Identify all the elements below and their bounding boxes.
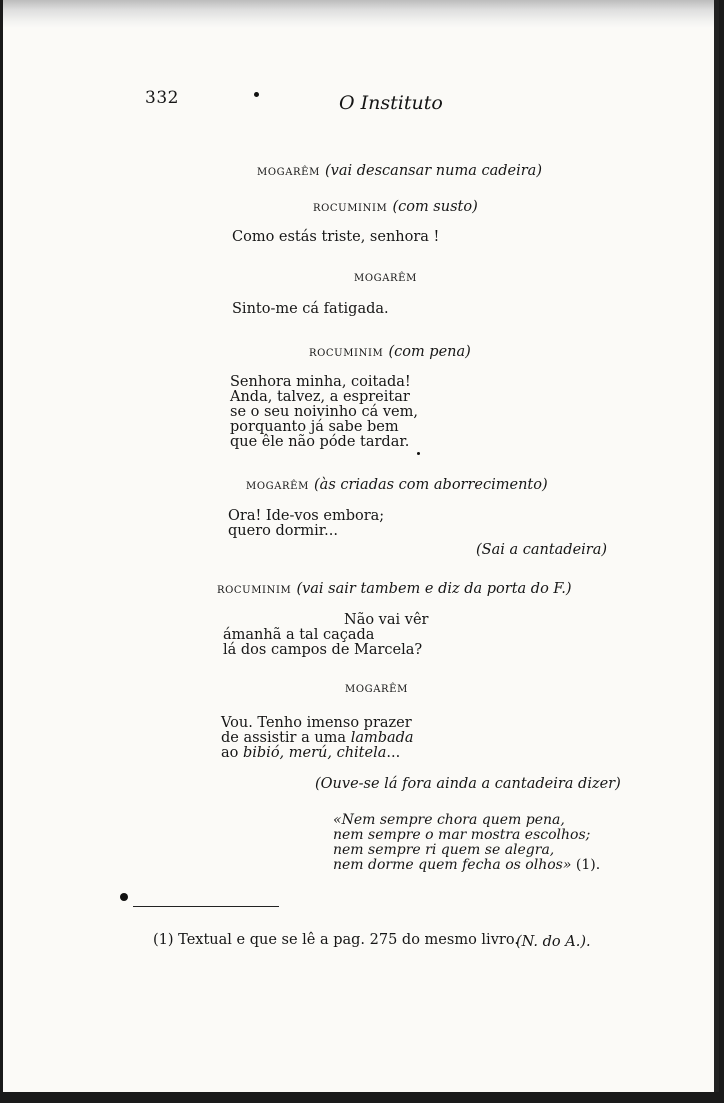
exit-direction: (Sai a cantadeira): [476, 542, 608, 558]
verse-line-indented: [344, 613, 428, 628]
footnote-rule: [133, 906, 279, 907]
footnote-reference: (1).: [575, 857, 601, 873]
verse-line: Não vai vêr: [344, 612, 429, 628]
verse-line: ámanhã a tal caçada: [223, 627, 375, 643]
scan-edge-right: [714, 0, 719, 1092]
stage-direction: (Ouve-se lá fora ainda a cantadeira dizer): [315, 776, 621, 792]
verse-line: Senhora minha, coitada!: [230, 374, 411, 390]
verse-line: quero dormir...: [228, 523, 338, 539]
stage-direction: (às criadas com aborrecimento): [314, 477, 548, 493]
stage-direction: (vai sair tambem e diz da porta do F.): [296, 581, 572, 597]
stage-heading: [309, 341, 471, 360]
quoted-verse: [333, 813, 600, 873]
verse-line: Anda, talvez, a espreitar: [230, 389, 410, 405]
quote-text: nem dorme quem fecha os olhos»: [333, 857, 572, 873]
verse-block: [228, 509, 384, 539]
speaker-name: ROCUMINIM: [309, 348, 384, 359]
stage-heading: [246, 474, 548, 493]
running-title: O Instituto: [339, 92, 443, 114]
speaker-name: ROCUMINIM: [217, 585, 292, 596]
speaker-name: MOGARÊM: [246, 481, 309, 492]
verse-block: [221, 716, 414, 761]
verse-block: [232, 302, 389, 317]
verse-line: Ora! Ide-vos embora;: [228, 508, 385, 524]
page-number: 332: [145, 88, 179, 108]
quote-line: nem sempre o mar mostra escolhos;: [333, 827, 591, 843]
stage-direction: (com susto): [392, 199, 478, 215]
quote-line: «Nem sempre chora quem pena,: [333, 812, 565, 828]
stage-heading: [257, 160, 542, 179]
verse-line: se o seu noivinho cá vem,: [230, 404, 418, 420]
verse-line: que êle não póde tardar.: [230, 434, 410, 450]
verse-line: Sinto-me cá fatigada.: [232, 301, 389, 317]
verse-line: Vou. Tenho imenso prazer: [221, 715, 412, 731]
speaker-name: MOGARÊM: [345, 684, 408, 695]
speaker-name: MOGARÊM: [257, 167, 320, 178]
quote-line: [333, 858, 600, 873]
stage-heading: [313, 196, 478, 215]
verse-italic: bibió, merú, chitela: [242, 745, 387, 761]
speaker-name: MOGARÊM: [354, 273, 417, 284]
book-page: [3, 0, 719, 1092]
verse-line: lá dos campos de Marcela?: [223, 642, 423, 658]
verse-block: [223, 628, 422, 658]
verse-block: [232, 230, 439, 245]
verse-line: [221, 731, 414, 746]
ink-speck: [120, 893, 128, 901]
scan-shadow-top: [3, 0, 719, 28]
speaker-name: ROCUMINIM: [313, 203, 388, 214]
verse-line: Como estás triste, senhora !: [232, 229, 440, 245]
verse-italic: lambada: [350, 730, 414, 746]
ink-speck: [254, 92, 259, 97]
verse-block: [230, 375, 418, 450]
ink-speck: [417, 452, 420, 455]
stage-direction: (com pena): [388, 344, 471, 360]
footnote-attribution: (N. do A.).: [516, 934, 591, 950]
stage-direction: (vai descansar numa cadeira): [325, 163, 542, 179]
verse-text: de assistir a uma: [221, 730, 351, 746]
verse-text: ao: [221, 745, 243, 761]
verse-line: [221, 746, 414, 761]
verse-text: ...: [386, 745, 401, 761]
footnote-text: (1) Textual e que se lê a pag. 275 do mesmo livro.: [153, 932, 519, 948]
verse-line: porquanto já sabe bem: [230, 419, 399, 435]
stage-heading: [217, 578, 572, 597]
quote-line: nem sempre ri quem se alegra,: [333, 842, 555, 858]
